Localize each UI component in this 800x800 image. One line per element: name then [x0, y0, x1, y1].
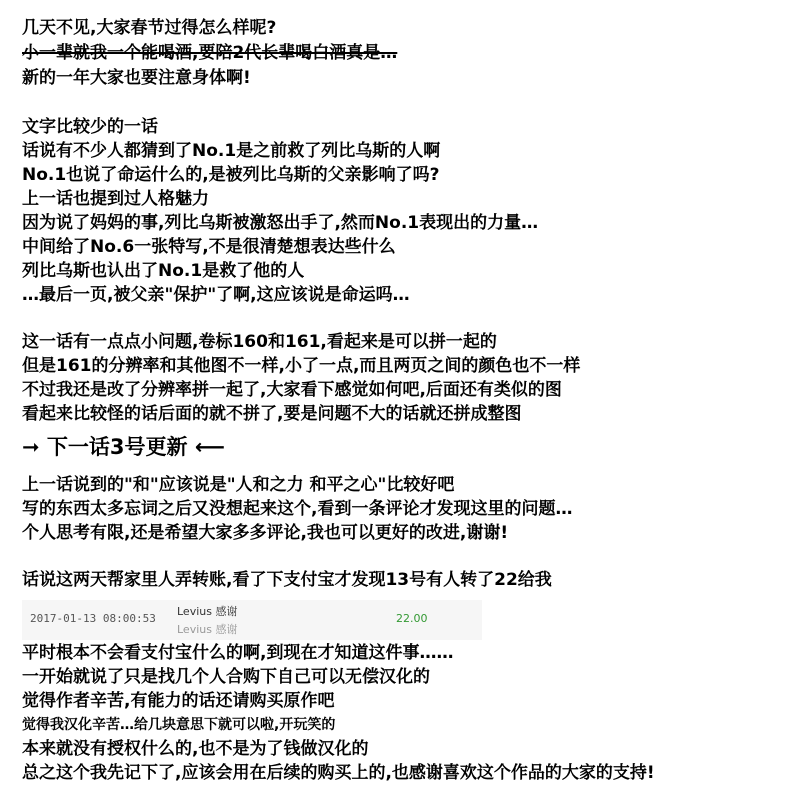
- payment-amount: 22.00: [396, 612, 428, 625]
- text-line: 总之这个我先记下了,应该会用在后续的购买上的,也感谢喜欢这个作品的大家的支持!: [22, 763, 655, 783]
- payment-note: Levius 感谢: [177, 623, 238, 636]
- payment-date: 2017-01-13 08:00:53: [30, 612, 156, 625]
- text-line: 中间给了No.6一张特写,不是很清楚想表达些什么: [22, 237, 396, 257]
- right-arrow-icon: ➞: [22, 435, 40, 459]
- text-line: 但是161的分辨率和其他图不一样,小了一点,而且两页之间的颜色也不一样: [22, 356, 581, 376]
- text-line: 因为说了妈妈的事,列比乌斯被激怒出手了,然而No.1表现出的力量…: [22, 213, 539, 233]
- text-line: 列比乌斯也认出了No.1是救了他的人: [22, 261, 305, 281]
- text-line: 话说有不少人都猜到了No.1是之前救了列比乌斯的人啊: [22, 141, 441, 161]
- payment-record: [22, 600, 482, 640]
- text-line: 个人思考有限,还是希望大家多多评论,我也可以更好的改进,谢谢!: [22, 523, 509, 543]
- text-line: 觉得我汉化辛苦…给几块意思下就可以啦,开玩笑的: [22, 717, 336, 733]
- strikethrough-text-line: 小一辈就我一个能喝酒,要陪2代长辈喝白酒真是…: [22, 43, 398, 63]
- payment-sender: Levius 感谢: [177, 605, 238, 618]
- text-line: 本来就没有授权什么的,也不是为了钱做汉化的: [22, 739, 369, 759]
- text-line: 觉得作者辛苦,有能力的话还请购买原作吧: [22, 691, 335, 711]
- text-line: 话说这两天帮家里人弄转账,看了下支付宝才发现13号有人转了22给我: [22, 570, 552, 590]
- text-line: 新的一年大家也要注意身体啊!: [22, 68, 251, 88]
- heading-text: 下一话3号更新: [46, 435, 188, 459]
- text-line: 这一话有一点点小问题,卷标160和161,看起来是可以拼一起的: [22, 332, 497, 352]
- text-line: 写的东西太多忘词之后又没想起来这个,看到一条评论才发现这里的问题…: [22, 499, 573, 519]
- text-line: 几天不见,大家春节过得怎么样呢?: [22, 18, 277, 38]
- left-arrow-icon: ⟵: [194, 435, 225, 459]
- text-line: 不过我还是改了分辨率拼一起了,大家看下感觉如何吧,后面还有类似的图: [22, 380, 562, 400]
- text-line: 看起来比较怪的话后面的就不拼了,要是问题不大的话就还拼成整图: [22, 404, 522, 424]
- text-line: 上一话也提到过人格魅力: [22, 189, 209, 209]
- text-line: …最后一页,被父亲"保护"了啊,这应该说是命运吗…: [22, 285, 410, 305]
- next-update-heading: [22, 432, 225, 462]
- text-line: 上一话说到的"和"应该说是"人和之力 和平之心"比较好吧: [22, 475, 455, 495]
- text-line: 一开始就说了只是找几个人合购下自己可以无偿汉化的: [22, 667, 430, 687]
- text-line: 平时根本不会看支付宝什么的啊,到现在才知道这件事……: [22, 643, 454, 663]
- text-line: 文字比较少的一话: [22, 117, 158, 137]
- text-line: No.1也说了命运什么的,是被列比乌斯的父亲影响了吗?: [22, 165, 440, 185]
